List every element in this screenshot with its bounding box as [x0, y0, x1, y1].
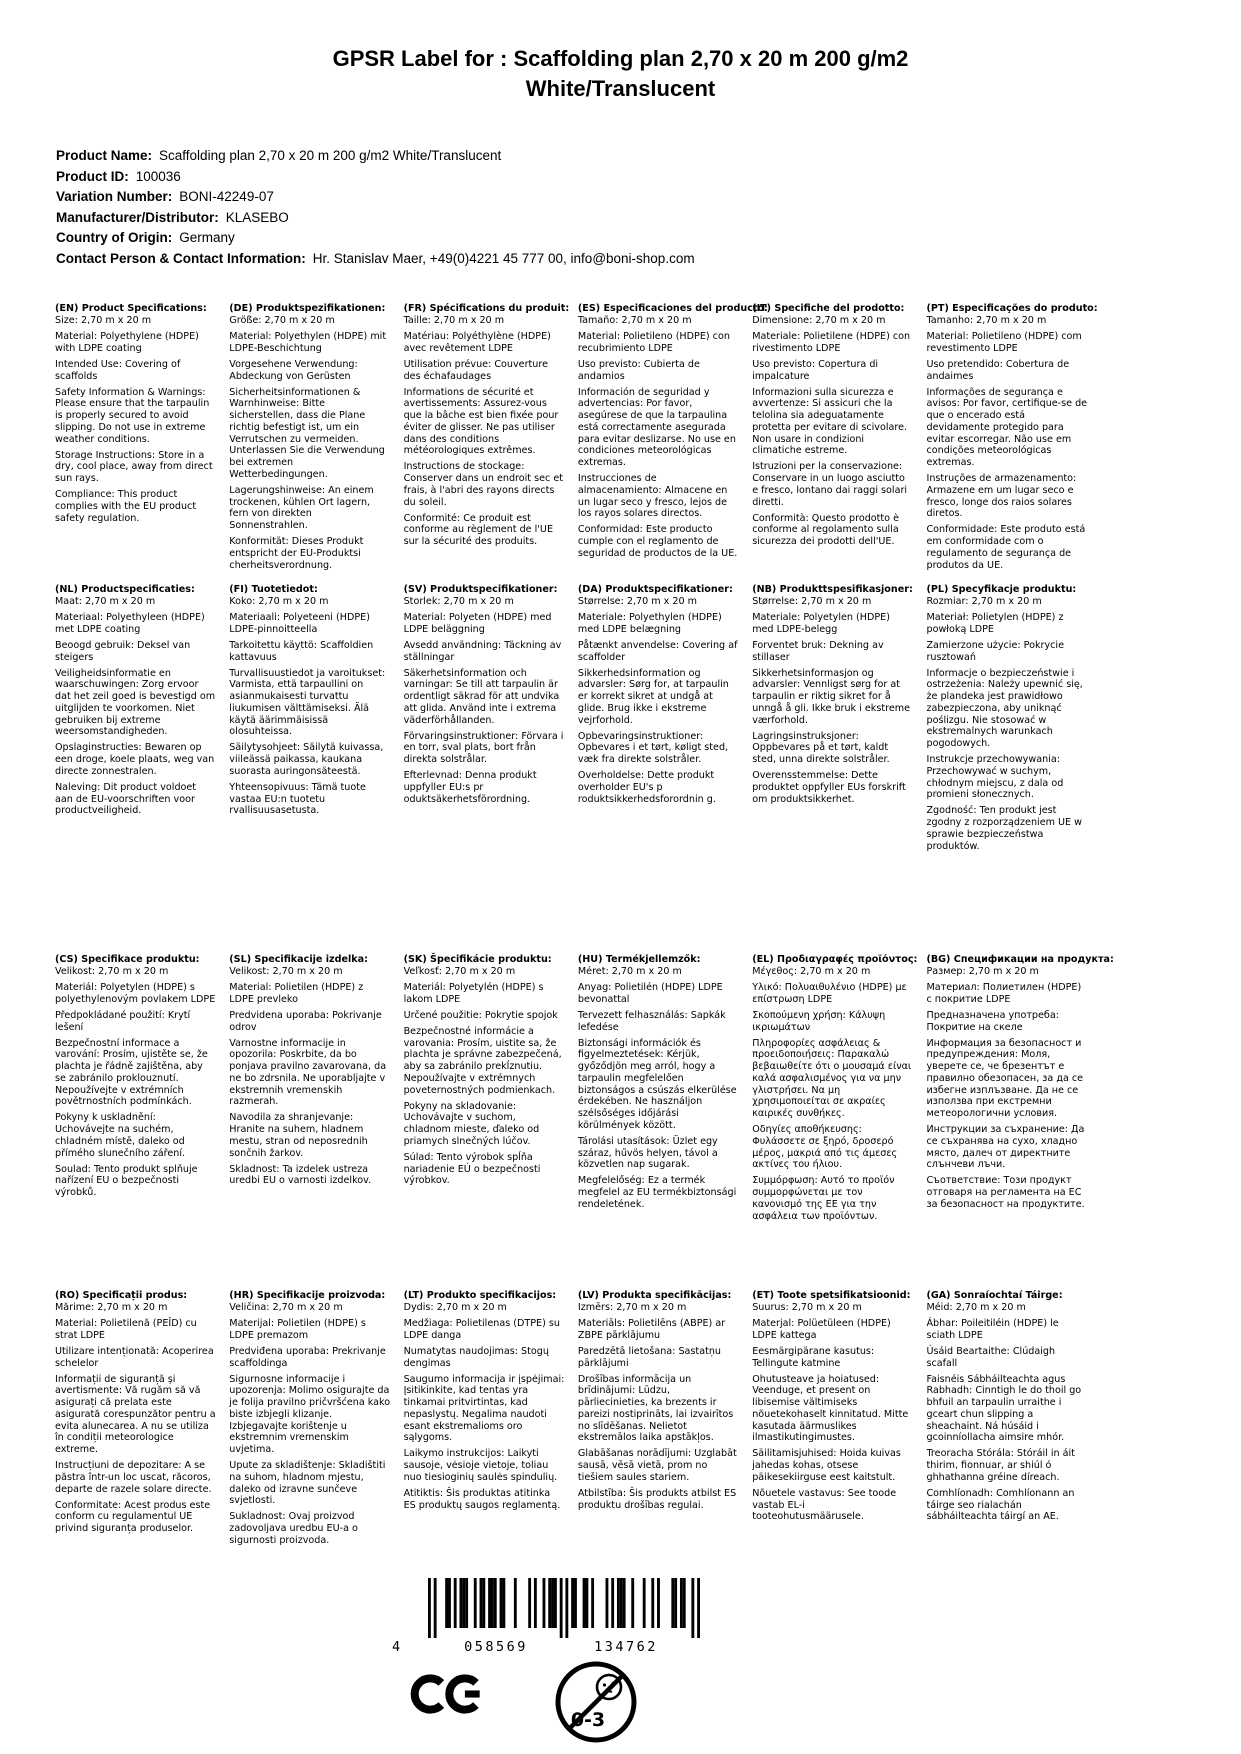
barcode-digit-lead: 4 — [392, 1639, 403, 1655]
spec-paragraph: Biztonsági információk és figyelmeztetések: Kérjük, győződjön meg arról, hogy a tarpaulin megfelelően biztonságos a csúszás elkerülése érdekében. Ne használjon szélsőséges időjárási körülmények között. — [577, 1037, 737, 1131]
manufacturer-value: KLASEBO — [225, 209, 289, 225]
spec-block-hu — [578, 954, 752, 1211]
spec-paragraph: Utilizare intenționată: Acoperirea schelelor — [55, 1345, 214, 1369]
spec-heading-sv: (SV) Produktspecifikationer: — [403, 584, 558, 595]
spec-paragraph: Информация за безопасност и предупреждения: Моля, уверете се, че брезентът е правилно обезопасен, за да се избегне изплъзване. Да не се използва при екстремни метеорологични условия. — [926, 1037, 1084, 1119]
spec-paragraph: Megfelelőség: Ez a termék megfelel az EU termékbiztonsági rendeletének. — [577, 1175, 737, 1210]
spec-paragraph: Rozmiar: 2,70 m x 20 m — [926, 595, 1042, 607]
product-info — [56, 146, 1185, 270]
spec-block-de — [229, 303, 403, 571]
spec-paragraph: Συμμόρφωση: Αυτό το προϊόν συμμορφώνεται με τον κανονισμό της ΕΕ για την ασφάλεια των προϊόντων. — [752, 1175, 895, 1222]
spec-paragraph: Úsáid Beartaithe: Clúdaigh scafall — [926, 1345, 1056, 1369]
document-title — [0, 44, 1241, 104]
spec-paragraph: Materiál: Polyetylén (HDPE) s lakom LDPE — [403, 981, 544, 1005]
document-title-line2: White/Translucent — [525, 76, 716, 101]
barcode-digits-right: 134762 — [594, 1639, 658, 1655]
spec-paragraph: Tárolási utasítások: Üzlet egy száraz, hűvös helyen, távol a közvetlen nap sugarak. — [577, 1135, 718, 1171]
spec-paragraph: Størrelse: 2,70 m x 20 m — [577, 595, 698, 607]
spec-paragraph: Conformidade: Este produto está em conformidade com o regulamento de segurança de produtos da UE. — [926, 524, 1086, 571]
spec-paragraph: Material: Polyethylen (HDPE) mit LDPE-Beschichtung — [229, 330, 387, 354]
spec-paragraph: Předpokládané použití: Krytí lešení — [55, 1009, 191, 1033]
spec-paragraph: Materiale: Polyetylen (HDPE) med LDPE-belegg — [752, 611, 890, 635]
spec-paragraph: Saugumo informacija ir įspėjimai: Įsitikinkite, kad tentas yra tinkamai pritvirtintas, kad nepaslystų. Negalima naudoti esant ekstremalioms oro sąlygoms. — [403, 1373, 565, 1444]
spec-paragraph: Storage Instructions: Store in a dry, cool place, away from direct sun rays. — [55, 449, 213, 485]
spec-paragraph: Sigurnosne informacije i upozorenja: Molimo osigurajte da je folija pravilno pričvršćena kako biste izbjegli klizanje. Izbjegavajte korištenje u ekstremnim vremenskim uvjetima. — [229, 1373, 391, 1455]
spec-paragraph: Varnostne informacije in opozorila: Poskrbite, da bo ponjava pravilno zavarovana, da ne bo zdrsnila. Ne uporabljajte v ekstremnih vremenskih razmerah. — [229, 1037, 387, 1108]
product-info-row — [56, 249, 1185, 270]
product-info-row — [56, 146, 1185, 167]
spec-paragraph: Utilisation prévue: Couverture des échafaudages — [403, 358, 548, 382]
spec-heading-ga: (GA) Sonraíochtaí Táirge: — [926, 1290, 1063, 1301]
spec-heading-nl: (NL) Productspecificaties: — [55, 584, 195, 595]
spec-paragraph: Instrucțiuni de depozitare: A se păstra într-un loc uscat, răcoros, departe de razele solare directe. — [55, 1460, 212, 1495]
spec-paragraph: Safety Information & Warnings: Please ensure that the tarpaulin is properly secured to avoid slipping. Do not use in extreme weather conditions. — [55, 386, 210, 445]
spec-block-bg — [926, 954, 1114, 1211]
spec-block-nb — [752, 584, 926, 805]
spec-paragraph: Säilytysohjeet: Säilytä kuivassa, viileässä paikassa, kaukana suorasta auringonsäteestä. — [229, 742, 384, 777]
spec-row — [55, 303, 1125, 584]
spec-paragraph: Material: Polietileno (HDPE) com revestimento LDPE — [926, 330, 1082, 354]
spec-paragraph: Påtænkt anvendelse: Covering af scaffolder — [577, 639, 738, 663]
spec-paragraph: Tamanho: 2,70 m x 20 m — [926, 314, 1047, 326]
product-id-value: 100036 — [135, 168, 181, 184]
spec-paragraph: Säilitamisjuhised: Hoida kuivas jahedas kohas, otsese päikesekiirguse eest kaitstult. — [752, 1448, 901, 1483]
spec-paragraph: Mărime: 2,70 m x 20 m — [55, 1301, 168, 1313]
spec-paragraph: Efterlevnad: Denna produkt uppfyller EU:s pr oduktsäkerhetsförordning. — [403, 770, 537, 805]
spec-block-es — [577, 303, 768, 560]
spec-paragraph: Zgodność: Ten produkt jest zgodny z rozporządzeniem UE w sprawie bezpieczeństwa produktów. — [926, 805, 1082, 852]
spec-paragraph: Información de seguridad y advertencias: Por favor, asegúrese de que la tarpaulina está correctamente asegurada para evitar deslizarse. No use en condiciones meteorológicas extremas. — [577, 386, 736, 468]
spec-paragraph: Μέγεθος: 2,70 m x 20 m — [752, 965, 871, 977]
spec-heading-hr: (HR) Specifikacije proizvoda: — [229, 1290, 386, 1301]
spec-paragraph: Overholdelse: Dette produkt overholder EU's p roduktsikkerhedsforordnin g. — [577, 770, 716, 805]
spec-paragraph: Uso previsto: Copertura di impalcature — [752, 358, 879, 382]
spec-paragraph: Πληροφορίες ασφάλειας & προειδοποιήσεις: Παρακαλώ βεβαιωθείτε ότι ο μουσαμά είναι καλά ασφαλισμένος για να μην γλιστρήσει. Να μη χρησιμοποιείται σε ακραίες καιρικές συνθήκες. — [752, 1037, 912, 1119]
spec-paragraph: Sicherheitsinformationen & Warnhinweise: Bitte sicherstellen, dass die Plane richtig befestigt ist, um ein Verrutschen zu vermeiden. Unterlassen Sie die Verwendung bei extremen Wetterbedingungen. — [229, 386, 385, 480]
spec-row — [55, 1290, 1125, 1547]
spec-row — [55, 954, 1125, 1290]
spec-heading-de: (DE) Produktspezifikationen: — [229, 303, 386, 314]
spec-paragraph: Tarkoitettu käyttö: Scaffoldien kattavuus — [229, 639, 374, 663]
spec-paragraph: Navodila za shranjevanje: Hranite na suhem, hladnem mestu, stran od neposrednih sončnih žarkov. — [229, 1112, 368, 1159]
spec-heading-hu: (HU) Termékjellemzők: — [577, 954, 701, 965]
spec-paragraph: Suurus: 2,70 m x 20 m — [752, 1301, 862, 1313]
variation-number-value: BONI-42249-07 — [179, 189, 274, 205]
spec-heading-sk: (SK) Špecifikácie produktu: — [403, 954, 552, 965]
spec-paragraph: Maat: 2,70 m x 20 m — [55, 595, 156, 607]
spec-paragraph: Soulad: Tento produkt splňuje nařízení EU o bezpečnosti výrobků. — [55, 1163, 198, 1199]
spec-paragraph: Material: Polyethylene (HDPE) with LDPE coating — [55, 330, 199, 354]
product-info-row — [56, 167, 1185, 188]
spec-row — [55, 584, 1125, 954]
spec-heading-ro: (RO) Specificații produs: — [55, 1290, 188, 1301]
spec-paragraph: Υλικό: Πολυαιθυλένιο (HDPE) με επίστρωση LDPE — [752, 981, 907, 1005]
ce-mark-icon — [410, 1672, 486, 1716]
spec-paragraph: Tervezett felhasználás: Sapkák lefedése — [577, 1009, 726, 1033]
product-info-row — [56, 187, 1185, 208]
spec-paragraph: Compliance: This product complies with the EU product safety regulation. — [55, 489, 197, 524]
variation-number-label: Variation Number: — [56, 189, 173, 205]
spec-heading-fr: (FR) Spécifications du produit: — [403, 303, 570, 314]
spec-paragraph: Materiale: Polietilene (HDPE) con rivestimento LDPE — [752, 330, 911, 354]
spec-paragraph: Informations de sécurité et avertissements: Assurez-vous que la bâche est bien fixée pour éviter de glisser. Ne pas utiliser dans des conditions météorologiques extrêmes. — [403, 386, 559, 457]
spec-paragraph: Ábhar: Poileitiléin (HDPE) le sciath LDPE — [926, 1317, 1059, 1341]
product-id-label: Product ID: — [56, 168, 129, 184]
spec-paragraph: Съответствие: Този продукт отговаря на регламента на ЕС за безопасност на продуктите. — [926, 1175, 1085, 1210]
product-info-row — [56, 228, 1185, 249]
spec-paragraph: Предназначена употреба: Покритие на скеле — [926, 1009, 1059, 1033]
spec-paragraph: Sukladnost: Ovaj proizvod zadovoljava uredbu EU-a o sigurnosti proizvoda. — [229, 1511, 358, 1546]
spec-paragraph: Nõuetele vastavus: See toode vastab EL-i tooteohutusmäärusele. — [752, 1488, 897, 1523]
spec-block-fi — [229, 584, 403, 817]
manufacturer-label: Manufacturer/Distributor: — [56, 209, 219, 225]
spec-paragraph: Laikymo instrukcijos: Laikyti sausoje, vėsioje vietoje, toliau nuo tiesioginių saulės spindulių. — [403, 1448, 558, 1483]
spec-heading-lv: (LV) Produkta specifikācijas: — [577, 1290, 732, 1301]
spec-paragraph: Dimensione: 2,70 m x 20 m — [752, 314, 886, 326]
spec-paragraph: Conformidad: Este producto cumple con el reglamento de seguridad de productos de la UE. — [577, 524, 738, 559]
spec-paragraph: Size: 2,70 m x 20 m — [55, 314, 152, 326]
spec-paragraph: Skladnost: Ta izdelek ustreza uredbi EU o varnosti izdelkov. — [229, 1163, 372, 1187]
spec-paragraph: Drošības informācija un brīdinājumi: Lūdzu, pārliecinieties, ka brezents ir pareizi nostiprināts, lai izvairītos no slīdēšanas. Nelietot ekstremālos laika apstākļos. — [577, 1373, 734, 1444]
spec-paragraph: Bezpečnostní informace a varování: Prosím, ujistěte se, že plachta je řádně zajištěna, aby se zabránilo proklouznutí. Nepoužívejte v extrémních povětrnostních podmínkách. — [55, 1037, 208, 1108]
spec-paragraph: Numatytas naudojimas: Stogų dengimas — [403, 1345, 549, 1369]
spec-paragraph: Informações de segurança e avisos: Por favor, certifique-se de que o encerado está devidamente protegido para evitar escorregar. Não use em condições meteorológicas extremas. — [926, 386, 1088, 468]
spec-paragraph: Conformità: Questo prodotto è conforme al regolamento sulla sicurezza dei prodotti dell'UE. — [752, 512, 900, 548]
spec-paragraph: Informazioni sulla sicurezza e avvertenze: Si assicuri che la telolina sia adeguatamente protetta per evitare di scivolare. Non usare in condizioni climatiche estreme. — [752, 386, 908, 457]
spec-paragraph: Instructions de stockage: Conserver dans un endroit sec et frais, à l'abri des rayons directs du soleil. — [403, 461, 564, 508]
spec-heading-el: (EL) Προδιαγραφές προϊόντος: — [752, 954, 918, 965]
spec-paragraph: Naleving: Dit product voldoet aan de EU-voorschriften voor productveiligheid. — [55, 782, 197, 817]
spec-paragraph: Faisnéis Sábháilteachta agus Rabhadh: Cinntigh le do thoil go bhfuil an tarpaulin urraithe i gceart chun slipping a sheachaint. Ná húsáid i gcoinníollacha aimsire mhór. — [926, 1373, 1082, 1444]
spec-block-pl — [926, 584, 1100, 852]
spec-paragraph: Σκοπούμενη χρήση: Κάλυψη ικριωμάτων — [752, 1009, 886, 1033]
spec-paragraph: Materjal: Polüetüleen (HDPE) LDPE kattega — [752, 1317, 891, 1341]
spec-paragraph: Dydis: 2,70 m x 20 m — [403, 1301, 507, 1313]
spec-paragraph: Förvaringsinstruktioner: Förvara i en torr, sval plats, bort från direkta solstrålar. — [403, 730, 564, 766]
barcode — [392, 1578, 700, 1664]
spec-heading-pl: (PL) Specyfikacje produktu: — [926, 584, 1077, 595]
spec-paragraph: Určené použitie: Pokrytie spojok — [403, 1009, 558, 1021]
spec-block-fr — [404, 303, 578, 548]
spec-heading-da: (DA) Produktspecifikationer: — [577, 584, 733, 595]
ean13-barcode — [428, 1578, 700, 1638]
spec-paragraph: Sikkerhedsinformation og advarsler: Sørg for, at tarpaulin er korrekt sikret at undgå at glide. Brug ikke i ekstreme vejrforhold. — [577, 667, 729, 726]
spec-paragraph: Méret: 2,70 m x 20 m — [577, 965, 682, 977]
contact-label: Contact Person & Contact Information: — [56, 250, 306, 266]
spec-block-sv — [404, 584, 578, 805]
country-of-origin-label: Country of Origin: — [56, 230, 173, 246]
spec-paragraph: Lagringsinstruksjoner: Oppbevares på et tørt, kaldt sted, unna direkte solstråler. — [752, 730, 890, 766]
spec-block-lv — [578, 1290, 752, 1511]
age-warning-label: 0-3 — [570, 1709, 606, 1731]
spec-paragraph: Zamierzone użycie: Pokrycie rusztowań — [926, 639, 1064, 663]
spec-paragraph: Velikost: 2,70 m x 20 m — [55, 965, 169, 977]
spec-paragraph: Størrelse: 2,70 m x 20 m — [752, 595, 872, 607]
spec-paragraph: Materiaal: Polyethyleen (HDPE) met LDPE coating — [55, 611, 205, 635]
spec-block-it — [752, 303, 926, 548]
spec-paragraph: Veľkosť: 2,70 m x 20 m — [403, 965, 516, 977]
age-warning-icon — [552, 1658, 640, 1746]
spec-paragraph: Istruzioni per la conservazione: Conservare in un luogo asciutto e fresco, lontano dai raggi solari diretti. — [752, 461, 908, 508]
spec-block-ro — [55, 1290, 229, 1535]
spec-paragraph: Οδηγίες αποθήκευσης: Φυλάσσετε σε ξηρό, δροσερό μέρος, μακριά από τις άμεσες ακτίνες του ήλιου. — [752, 1124, 898, 1171]
spec-paragraph: Eesmärgipärane kasutus: Tellingute katmine — [752, 1345, 875, 1369]
spec-paragraph: Materiaali: Polyeteeni (HDPE) LDPE-pinnoitteella — [229, 611, 370, 635]
spec-paragraph: Predvidena uporaba: Pokrivanje odrov — [229, 1009, 382, 1033]
spec-paragraph: Materiāls: Polietilēns (ABPE) ar ZBPE pārklājumu — [577, 1317, 726, 1341]
spec-paragraph: Medžiaga: Polietilenas (DTPE) su LDPE danga — [403, 1317, 560, 1341]
product-name-value: Scaffolding plan 2,70 x 20 m 200 g/m2 White/Translucent — [159, 148, 502, 163]
spec-paragraph: Lagerungshinweise: An einem trockenen, kühlen Ort lagern, fern von direkten Sonnenstrahlen. — [229, 484, 374, 531]
spec-heading-es: (ES) Especificaciones del producto: — [577, 303, 768, 314]
barcode-digits-left: 058569 — [464, 1639, 528, 1655]
spec-paragraph: Velikost: 2,70 m x 20 m — [229, 965, 343, 977]
spec-paragraph: Pokyny na skladovanie: Uchovávajte v suchom, chladnom mieste, ďaleko od priamych slnečných lúčov. — [403, 1100, 540, 1147]
specs-grid — [55, 303, 1125, 1547]
spec-paragraph: Größe: 2,70 m x 20 m — [229, 314, 335, 326]
spec-paragraph: Materijal: Polietilen (HDPE) s LDPE premazom — [229, 1317, 366, 1341]
spec-block-da — [578, 584, 752, 805]
spec-paragraph: Instrukcje przechowywania: Przechowywać w suchym, chłodnym miejscu, z dala od promieni słonecznych. — [926, 754, 1064, 801]
spec-paragraph: Instruções de armazenamento: Armazene em um lugar seco e fresco, longe dos raios solares diretos. — [926, 473, 1077, 520]
spec-heading-sl: (SL) Specifikacije izdelka: — [229, 954, 368, 965]
spec-paragraph: Comhlíonadh: Comhlíonann an táirge seo rialachán sábháilteachta táirgí an AE. — [926, 1488, 1075, 1523]
spec-heading-et: (ET) Toote spetsifikatsioonid: — [752, 1290, 911, 1301]
spec-paragraph: Uso pretendido: Cobertura de andaimes — [926, 358, 1070, 382]
product-name-label: Product Name: — [56, 148, 153, 163]
spec-paragraph: Veiligheidsinformatie en waarschuwingen: Zorg ervoor dat het zeil goed is bevestigd om uitglijden te voorkomen. Niet gebruiken bij extreme weersomstandigheden. — [55, 667, 216, 738]
spec-paragraph: Izmērs: 2,70 m x 20 m — [577, 1301, 687, 1313]
spec-heading-bg: (BG) Спецификации на продукта: — [926, 954, 1114, 965]
spec-paragraph: Pokyny k uskladnění: Uchovávejte na suchém, chladném místě, daleko od přímého slunečního záření. — [55, 1112, 186, 1159]
spec-block-et — [752, 1290, 926, 1523]
product-info-row — [56, 208, 1185, 229]
spec-paragraph: Instrucciones de almacenamiento: Almacene en un lugar seco y fresco, lejos de los rayos solares directos. — [577, 473, 728, 520]
spec-block-cs — [55, 954, 229, 1199]
spec-paragraph: Vorgesehene Verwendung: Abdeckung von Gerüsten — [229, 358, 358, 382]
spec-paragraph: Uso previsto: Cubierta de andamios — [577, 358, 700, 382]
spec-paragraph: Forventet bruk: Dekning av stillaser — [752, 639, 884, 663]
spec-heading-it: (IT) Specifiche del prodotto: — [752, 303, 905, 314]
spec-block-sk — [404, 954, 578, 1187]
spec-block-el — [752, 954, 926, 1222]
spec-paragraph: Material: Polyeten (HDPE) med LDPE beläggning — [403, 611, 552, 635]
spec-paragraph: Anyag: Polietilén (HDPE) LDPE bevonattal — [577, 981, 723, 1005]
spec-block-lt — [404, 1290, 578, 1511]
spec-heading-nb: (NB) Produkttspesifikasjoner: — [752, 584, 913, 595]
spec-paragraph: Koko: 2,70 m x 20 m — [229, 595, 329, 607]
spec-paragraph: Informații de siguranță și avertismente: Vă rugăm să vă asigurați că prelata este asigurată corespunzător pentru a evita alunecarea. A nu se utiliza în condiții meteorologice extreme. — [55, 1373, 216, 1455]
spec-paragraph: Sikkerhetsinformasjon og advarsler: Vennligst sørg for at tarpaulin er riktig sikret for å unngå å gli. Ikke bruk i ekstreme værforhold. — [752, 667, 910, 726]
spec-block-en — [55, 303, 229, 524]
spec-paragraph: Taille: 2,70 m x 20 m — [403, 314, 505, 326]
spec-paragraph: Размер: 2,70 m x 20 m — [926, 965, 1039, 977]
spec-block-ga — [926, 1290, 1100, 1523]
spec-paragraph: Tamaño: 2,70 m x 20 m — [577, 314, 692, 326]
document-title-line1: GPSR Label for : Scaffolding plan 2,70 x 20 m 200 g/m2 — [332, 46, 909, 71]
spec-paragraph: Méid: 2,70 m x 20 m — [926, 1301, 1026, 1313]
spec-paragraph: Turvallisuustiedot ja varoitukset: Varmista, että tarpaullini on asianmukaisesti turvattu liukumisen välttämiseksi. Älä käytä äärimmäisissä olosuhteissa. — [229, 667, 386, 738]
spec-paragraph: Material: Polietilenă (PEÎD) cu strat LDPE — [55, 1317, 197, 1341]
country-of-origin-value: Germany — [179, 230, 235, 246]
spec-paragraph: Материал: Полиетилен (HDPE) с покритие LDPE — [926, 981, 1082, 1005]
spec-paragraph: Beoogd gebruik: Deksel van steigers — [55, 639, 191, 663]
spec-paragraph: Informacje o bezpieczeństwie i ostrzeżenia: Należy upewnić się, że plandeka jest prawidłowo zabezpieczona, aby uniknąć poślizgu. Nie stosować w ekstremalnych warunkach pogodowych. — [926, 667, 1083, 749]
spec-heading-lt: (LT) Produkto specifikacijos: — [403, 1290, 557, 1301]
spec-paragraph: Conformitate: Acest produs este conform cu regulamentul UE privind siguranța produselor. — [55, 1499, 211, 1535]
spec-paragraph: Atbilstība: Šis produkts atbilst ES produktu drošības regulai. — [577, 1488, 737, 1511]
spec-block-sl — [229, 954, 403, 1187]
spec-paragraph: Matériau: Polyéthylène (HDPE) avec revêtement LDPE — [403, 330, 551, 354]
spec-paragraph: Atitiktis: Šis produktas atitinka ES produktų saugos reglamentą. — [403, 1488, 561, 1511]
spec-heading-pt: (PT) Especificações do produto: — [926, 303, 1098, 314]
spec-paragraph: Súlad: Tento výrobok spĺňa nariadenie EÚ o bezpečnosti výrobkov. — [403, 1152, 541, 1187]
spec-paragraph: Conformité: Ce produit est conforme au règlement de l'UE sur la sécurité des produits. — [403, 512, 554, 548]
spec-paragraph: Glabāšanas norādījumi: Uzglabāt sausā, vēsā vietā, prom no tiešiem saules stariem. — [577, 1448, 737, 1483]
spec-paragraph: Storlek: 2,70 m x 20 m — [403, 595, 514, 607]
spec-paragraph: Upute za skladištenje: Skladištiti na suhom, hladnom mjestu, daleko od izravne sunčeve svjetlosti. — [229, 1460, 386, 1507]
spec-block-pt — [926, 303, 1100, 571]
spec-paragraph: Säkerhetsinformation och varningar: Se till att tarpaulin är ordentligt säkrad för att undvika att glida. Använd inte i extrema väderförhållanden. — [403, 667, 560, 726]
spec-heading-en: (EN) Product Specifications: — [55, 303, 207, 314]
spec-block-hr — [229, 1290, 403, 1547]
spec-paragraph: Opbevaringsinstruktioner: Opbevares i et tørt, køligt sted, væk fra direkte solstråler. — [577, 730, 729, 766]
spec-paragraph: Intended Use: Covering of scaffolds — [55, 358, 181, 382]
spec-paragraph: Overensstemmelse: Dette produktet oppfyller EUs forskrift om produktsikkerhet. — [752, 770, 906, 805]
spec-paragraph: Инструкции за съхранение: Да се съхранява на сухо, хладно място, далеч от директните слънчеви лъчи. — [926, 1124, 1085, 1171]
spec-heading-fi: (FI) Tuotetiedot: — [229, 584, 318, 595]
spec-paragraph: Yhteensopivuus: Tämä tuote vastaa EU:n tuotetu rvallisuusasetusta. — [229, 782, 366, 817]
spec-paragraph: Materiál: Polyetylen (HDPE) s polyethylenovým povlakem LDPE — [55, 981, 216, 1005]
spec-paragraph: Material: Polietileno (HDPE) con recubrimiento LDPE — [577, 330, 730, 354]
spec-block-nl — [55, 584, 229, 817]
spec-paragraph: Bezpečnostné informácie a varovania: Prosím, uistite sa, že plachta je správne zabezpečená, aby sa zabránilo prekĺznutiu. Nepoužívajte v extrémnych poveternostných podmienkach. — [403, 1026, 562, 1096]
spec-paragraph: Paredzētā lietošana: Sastatņu pārklājumi — [577, 1345, 721, 1369]
spec-heading-cs: (CS) Specifikace produktu: — [55, 954, 200, 965]
spec-paragraph: Konformität: Dieses Produkt entspricht der EU-Produktsi cherheitsverordnung. — [229, 536, 364, 571]
spec-paragraph: Material: Polietilen (HDPE) z LDPE prevleko — [229, 981, 364, 1005]
spec-paragraph: Materiale: Polyethylen (HDPE) med LDPE belægning — [577, 611, 722, 635]
spec-paragraph: Avsedd användning: Täckning av ställningar — [403, 639, 562, 663]
spec-paragraph: Opslaginstructies: Bewaren op een droge, koele plaats, weg van directe zonnestralen. — [55, 742, 215, 777]
spec-paragraph: Treoracha Stórála: Stóráil in áit thirim, fionnuar, ar shiúl ó ghhathanna gréine díreach. — [926, 1448, 1075, 1483]
contact-value: Hr. Stanislav Maer, +49(0)4221 45 777 00, info@boni-shop.com — [312, 250, 695, 266]
spec-paragraph: Predviđena uporaba: Prekrivanje scaffoldinga — [229, 1345, 386, 1369]
spec-paragraph: Veličina: 2,70 m x 20 m — [229, 1301, 343, 1313]
spec-paragraph: Materiał: Polietylen (HDPE) z powłoką LDPE — [926, 611, 1064, 635]
spec-paragraph: Ohutusteave ja hoiatused: Veenduge, et present on libisemise vältimiseks nõuetekohaselt kinnitatud. Mitte kasutada äärmuslikes ilmastikutingimustes. — [752, 1373, 909, 1444]
